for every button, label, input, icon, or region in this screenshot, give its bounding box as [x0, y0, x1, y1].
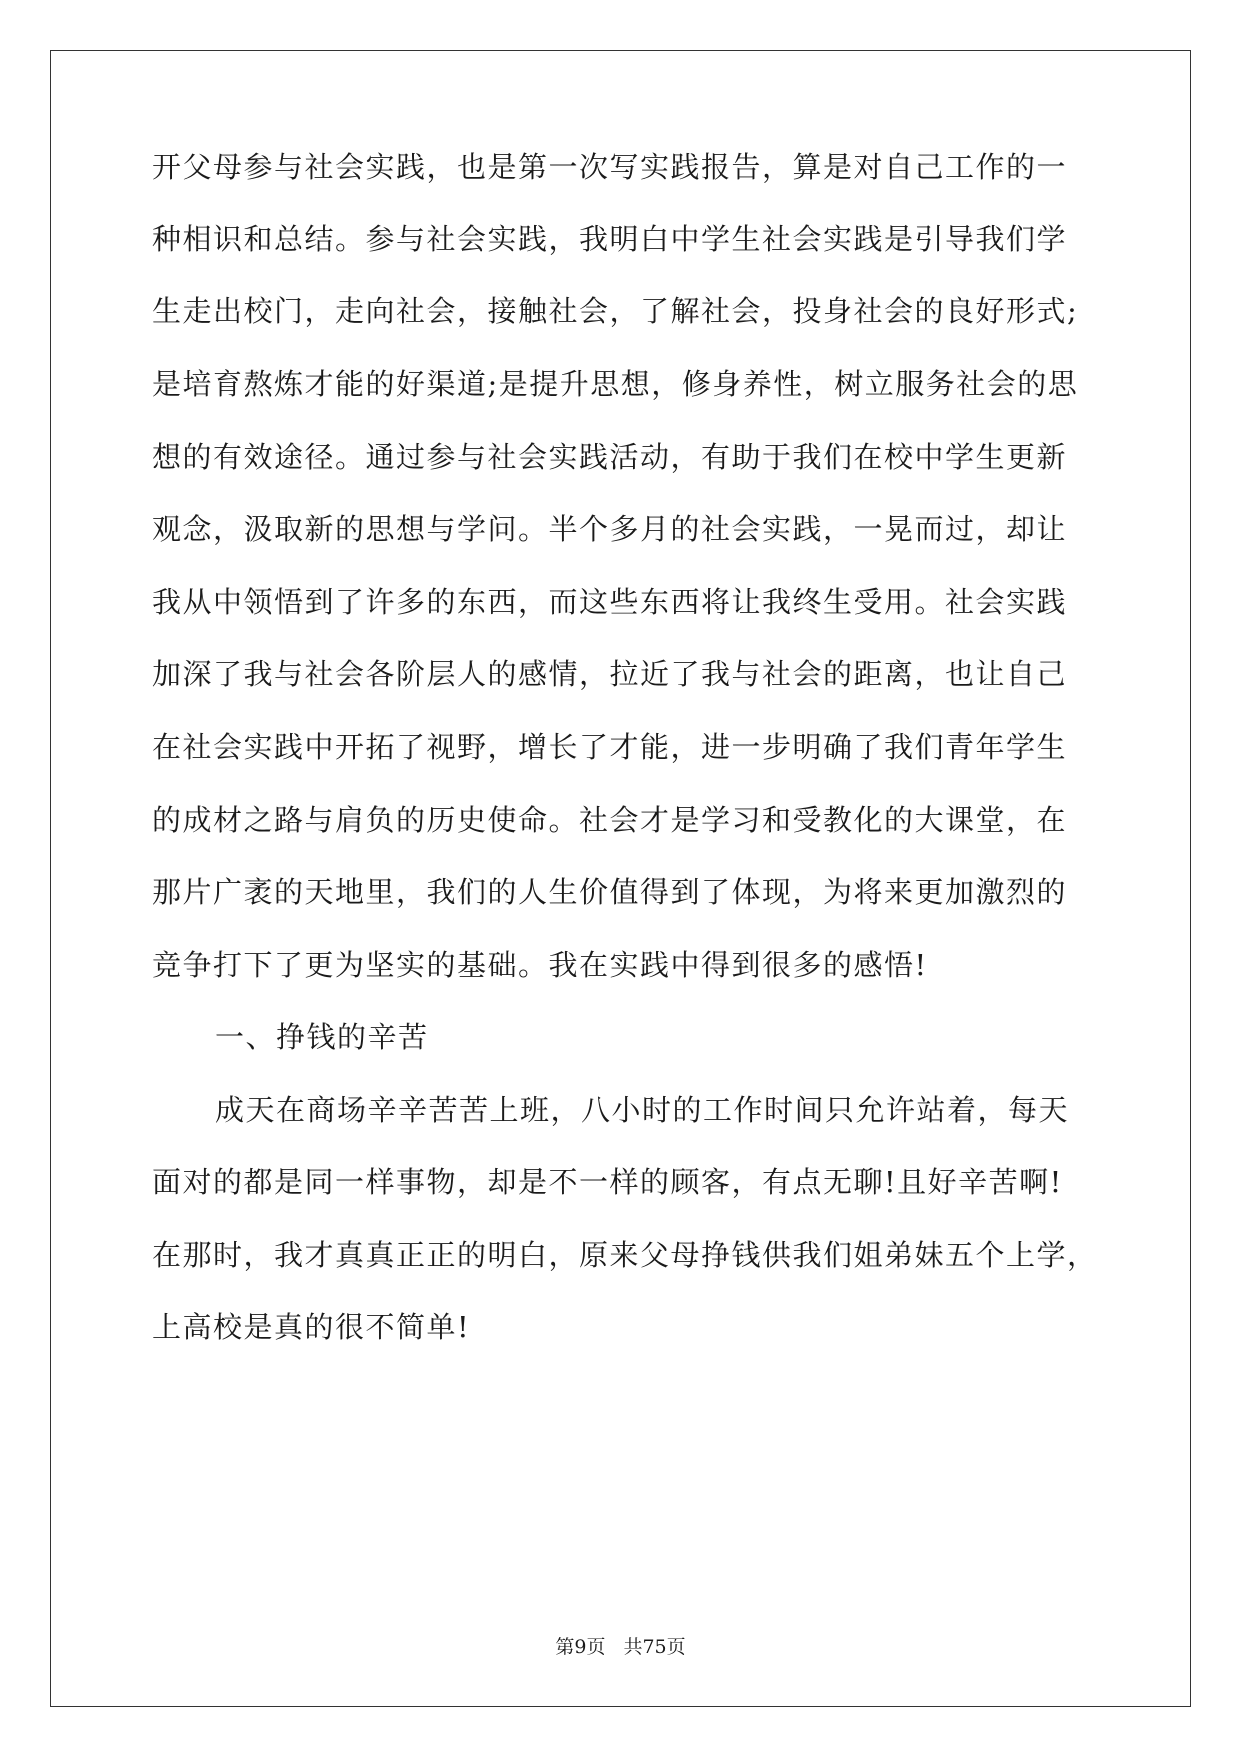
paragraph-line: 那片广袤的天地里，我们的人生价值得到了体现，为将来更加激烈的 [152, 875, 1068, 909]
page-total: 共75页 [623, 1636, 686, 1658]
paragraph-line: 的成材之路与肩负的历史使命。社会才是学习和受教化的大课堂，在 [152, 803, 1068, 837]
page-footer [0, 1634, 1241, 1660]
page-number: 第9页 [555, 1636, 606, 1658]
section-heading: 一、挣钱的辛苦 [215, 1020, 429, 1054]
paragraph-line: 在社会实践中开拓了视野，增长了才能，进一步明确了我们青年学生 [152, 730, 1068, 764]
paragraph-line: 加深了我与社会各阶层人的感情，拉近了我与社会的距离，也让自己 [152, 657, 1068, 691]
paragraph-line: 观念，汲取新的思想与学问。半个多月的社会实践，一晃而过，却让 [152, 512, 1068, 546]
paragraph-line: 面对的都是同一样事物，却是不一样的顾客，有点无聊!且好辛苦啊! [152, 1165, 1063, 1199]
paragraph-line: 是培育熬炼才能的好渠道;是提升思想，修身养性，树立服务社会的思 [152, 367, 1079, 401]
paragraph-line: 成天在商场辛辛苦苦上班，八小时的工作时间只允许站着，每天 [215, 1093, 1070, 1127]
paragraph-line: 想的有效途径。通过参与社会实践活动，有助于我们在校中学生更新 [152, 440, 1068, 474]
paragraph-line: 生走出校门，走向社会，接触社会，了解社会，投身社会的良好形式; [152, 294, 1079, 328]
paragraph-line: 开父母参与社会实践，也是第一次写实践报告，算是对自己工作的一 [152, 150, 1068, 184]
paragraph-line: 在那时，我才真真正正的明白，原来父母挣钱供我们姐弟妹五个上学， [152, 1238, 1098, 1272]
paragraph-line: 上高校是真的很不简单! [152, 1310, 471, 1344]
paragraph-line: 我从中领悟到了许多的东西，而这些东西将让我终生受用。社会实践 [152, 585, 1068, 619]
paragraph-line: 种相识和总结。参与社会实践，我明白中学生社会实践是引导我们学 [152, 222, 1068, 256]
paragraph-line: 竞争打下了更为坚实的基础。我在实践中得到很多的感悟! [152, 948, 928, 982]
